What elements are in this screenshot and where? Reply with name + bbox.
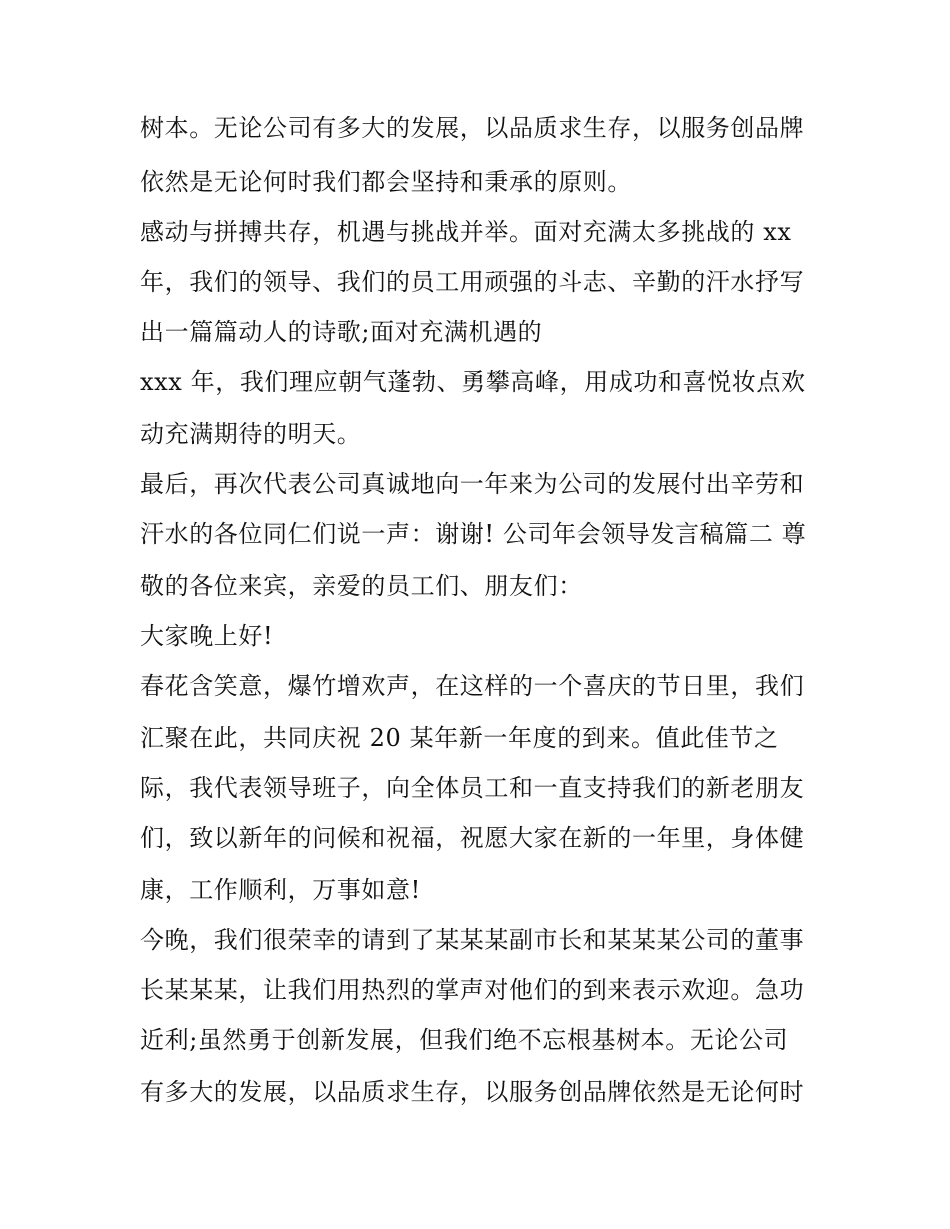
text-line: 汗水的各位同仁们说一声：谢谢! 公司年会领导发言稿篇二 尊: [140, 520, 807, 548]
text-line: 树本。无论公司有多大的发展，以品质求生存，以服务创品牌: [140, 114, 805, 142]
text-line: 敬的各位来宾，亲爱的员工们、朋友们：: [140, 572, 583, 600]
text-line: 依然是无论何时我们都会坚持和秉承的原则。: [140, 168, 632, 196]
text-line: 动充满期待的明天。: [140, 420, 362, 448]
text-line: 汇聚在此，共同庆祝 20 某年新一年度的到来。值此佳节之: [140, 724, 779, 752]
text-line: xxx 年，我们理应朝气蓬勃、勇攀高峰，用成功和喜悦妆点欢: [140, 368, 806, 396]
text-line: 最后，再次代表公司真诚地向一年来为公司的发展付出辛劳和: [140, 470, 805, 498]
text-line: 今晚，我们很荣幸的请到了某某某副市长和某某某公司的董事: [140, 926, 805, 954]
text-line: 长某某某，让我们用热烈的掌声对他们的到来表示欢迎。急功: [140, 976, 805, 1004]
text-line: 出一篇篇动人的诗歌;面对充满机遇的: [140, 318, 543, 346]
text-line: 大家晚上好!: [140, 622, 274, 650]
text-line: 感动与拼搏共存，机遇与挑战并举。面对充满太多挑战的 xx: [140, 218, 792, 246]
text-line: 们，致以新年的问候和祝福，祝愿大家在新的一年里，身体健: [140, 824, 805, 852]
text-line: 际，我代表领导班子，向全体员工和一直支持我们的新老朋友: [140, 774, 805, 802]
text-line: 康，工作顺利，万事如意!: [140, 876, 421, 904]
text-line: 春花含笑意，爆竹增欢声，在这样的一个喜庆的节日里，我们: [140, 672, 805, 700]
text-line: 年，我们的领导、我们的员工用顽强的斗志、辛勤的汗水抒写: [140, 268, 805, 296]
text-line: 有多大的发展，以品质求生存，以服务创品牌依然是无论何时: [140, 1078, 805, 1106]
text-line: 近利;虽然勇于创新发展，但我们绝不忘根基树本。无论公司: [140, 1026, 789, 1054]
